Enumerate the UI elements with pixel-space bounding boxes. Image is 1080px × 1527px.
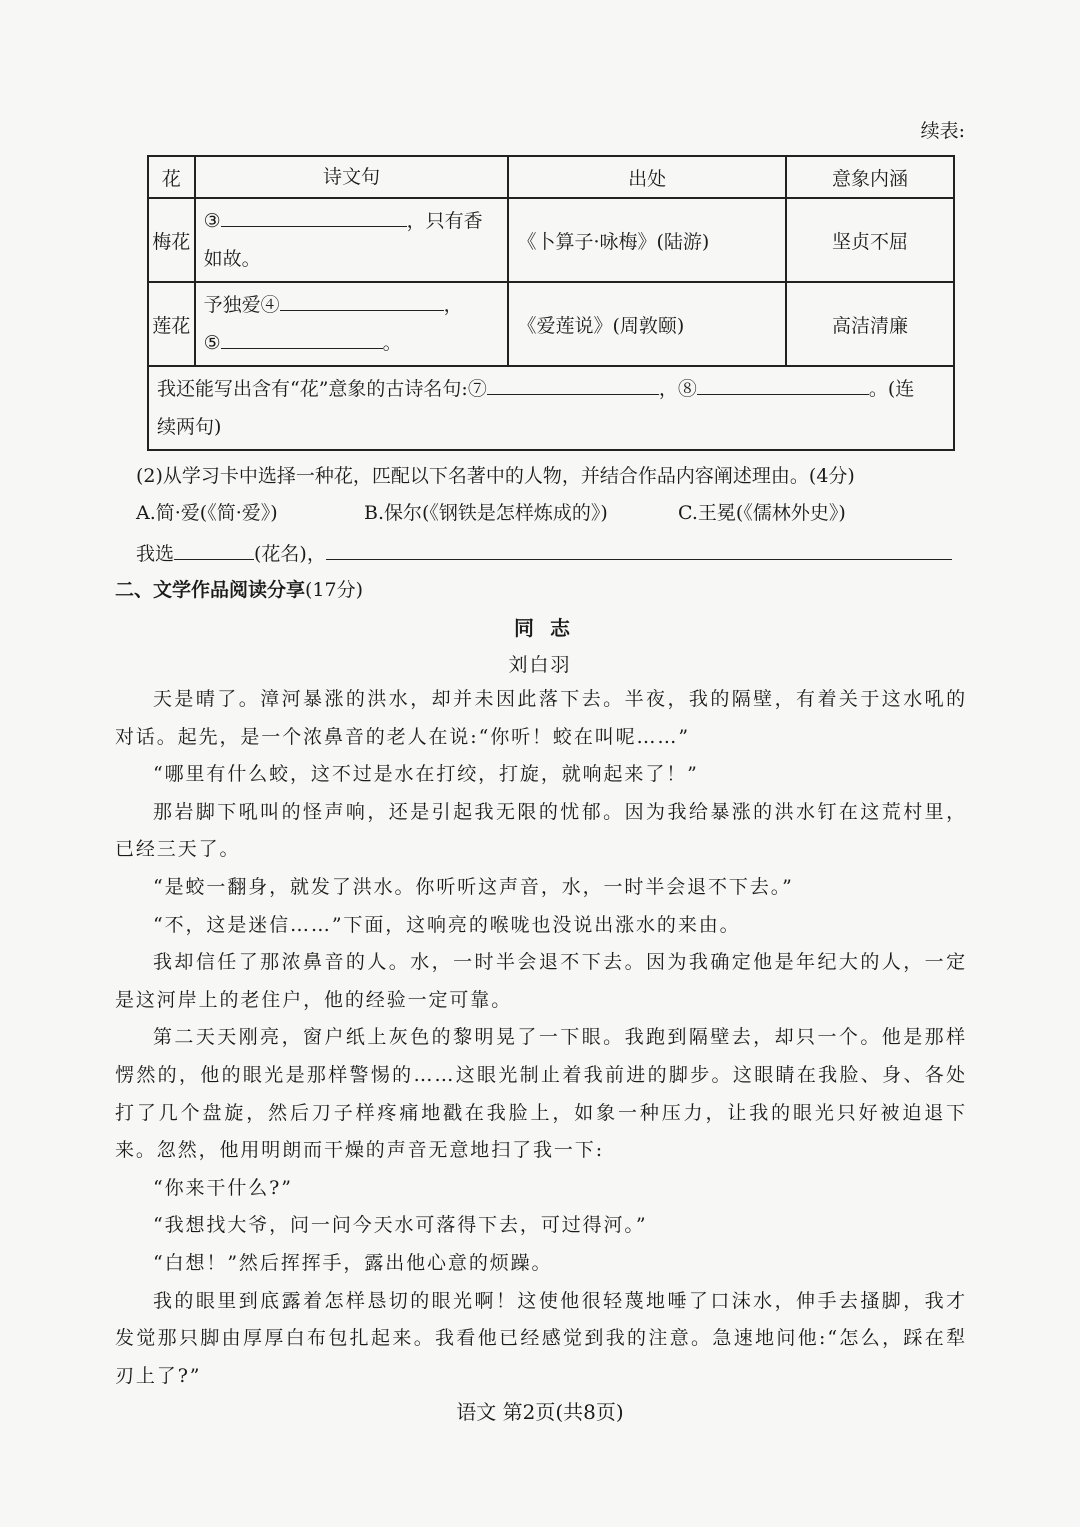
answer-blank-8[interactable] <box>697 372 869 395</box>
paragraph: 第二天天刚亮，窗户纸上灰色的黎明晃了一下眼。我跑到隔壁去，却只一个。他是那样愣然的，他的眼光是那样警惕的……这眼光制止着我前进的脚步。这眼睛在我脸、身、各处打了几个盘旋，然后刀子样疼痛地戳在我脸上，如象一种压力，让我的眼光只好被迫退下来。忽然，他用明朗而干燥的声音无意地扫了我一下: <box>115 1026 967 1162</box>
paragraph: 我却信任了那浓鼻音的人。水，一时半会退不下去。因为我确定他是年纪大的人，一定是这河岸上的老住户，他的经验一定可靠。 <box>115 951 967 1011</box>
article-author: 刘白羽 <box>508 654 572 676</box>
article-body <box>115 681 967 1395</box>
paragraph: 我的眼里到底露着怎样恳切的眼光啊！这使他很轻蔑地唾了口沫水，伸手去搔脚，我才发觉那只脚由厚厚白布包扎起来。我看他已经感觉到我的注意。急速地问他:“怎么，踩在犁刃上了?” <box>115 1289 967 1387</box>
choose-middle: (花名)， <box>254 543 326 565</box>
flower-name-blank[interactable] <box>174 537 254 560</box>
poem-text: 予独爱④ <box>203 294 280 316</box>
table-row-extra <box>148 366 954 450</box>
blank-number: ⑤ <box>203 332 221 354</box>
section-score: (17分) <box>305 579 364 601</box>
reason-blank[interactable] <box>326 537 952 560</box>
flower-name: 梅花 <box>148 198 195 282</box>
article-title: 同志 <box>514 616 586 640</box>
option-c: C.王冕(《儒林外史》) <box>678 502 846 524</box>
extra-line2: 续两句) <box>157 416 222 438</box>
poem-cell <box>195 282 509 366</box>
poem-cell <box>195 198 509 282</box>
question-2: (2)从学习卡中选择一种花，匹配以下名著中的人物，并结合作品内容阐述理由。(4分) <box>136 465 855 487</box>
answer-blank-3[interactable] <box>221 204 407 227</box>
source-cell: 《卜算子·咏梅》(陆游) <box>508 198 785 282</box>
paragraph: “我想找大爷，问一问今天水可落得下去，可过得河。” <box>153 1214 648 1237</box>
poem-text: ，只有香 <box>406 210 483 232</box>
options-list <box>136 498 846 525</box>
header-source: 出处 <box>508 156 785 198</box>
choose-line <box>136 537 968 566</box>
paragraph: “你来干什么?” <box>153 1176 293 1199</box>
extra-prompt: 我还能写出含有“花”意象的古诗名句:⑦ <box>157 378 487 400</box>
table-row-lotus <box>148 282 954 366</box>
section-title: 二、文学作品阅读分享 <box>115 579 306 601</box>
meaning-cell: 高洁清廉 <box>786 282 954 366</box>
flower-table <box>147 155 955 451</box>
extra-poem-cell <box>148 366 954 450</box>
flower-name: 莲花 <box>148 282 195 366</box>
source-cell: 《爱莲说》(周敦颐) <box>508 282 785 366</box>
header-poem: 诗文句 <box>195 156 509 198</box>
paragraph: “是蛟一翻身，就发了洪水。你听听这声音，水，一时半会退不下去。” <box>153 875 794 898</box>
table-header-row <box>148 156 954 198</box>
paragraph: “不，这是迷信……”下面，这响亮的喉咙也没说出涨水的来由。 <box>153 913 741 936</box>
blank-number: ③ <box>203 210 221 232</box>
poem-text: 。 <box>382 332 402 354</box>
option-a: A.简·爱(《简·爱》) <box>136 502 278 524</box>
choose-prefix: 我选 <box>136 543 175 565</box>
option-b: B.保尔(《钢铁是怎样炼成的》) <box>364 502 608 524</box>
section-heading <box>115 575 363 602</box>
paragraph: “哪里有什么蛟，这不过是水在打绞，打旋，就响起来了！” <box>153 763 699 786</box>
answer-blank-5[interactable] <box>221 326 383 349</box>
page-footer: 语文 第2页(共8页) <box>456 1400 624 1424</box>
answer-blank-7[interactable] <box>487 372 659 395</box>
paragraph: 天是晴了。漳河暴涨的洪水，却并未因此落下去。半夜，我的隔壁，有着关于这水吼的对话。起先，是一个浓鼻音的老人在说:“你听！蛟在叫呢……” <box>115 688 967 748</box>
paragraph: “白想！”然后挥挥手，露出他心意的烦躁。 <box>153 1251 553 1274</box>
poem-text: ， <box>443 294 463 316</box>
paragraph: 那岩脚下吼叫的怪声响，还是引起我无限的忧郁。因为我给暴涨的洪水钉在这荒村里，已经三天了。 <box>115 800 967 861</box>
continued-label: 续表: <box>920 120 965 142</box>
extra-mid: ，⑧ <box>658 378 697 400</box>
header-flower: 花 <box>148 156 195 198</box>
extra-suffix: 。(连 <box>868 378 915 400</box>
meaning-cell: 坚贞不屈 <box>786 198 954 282</box>
header-meaning: 意象内涵 <box>786 156 954 198</box>
table-row-plum <box>148 198 954 282</box>
poem-text: 如故。 <box>203 248 261 270</box>
answer-blank-4[interactable] <box>280 288 444 311</box>
